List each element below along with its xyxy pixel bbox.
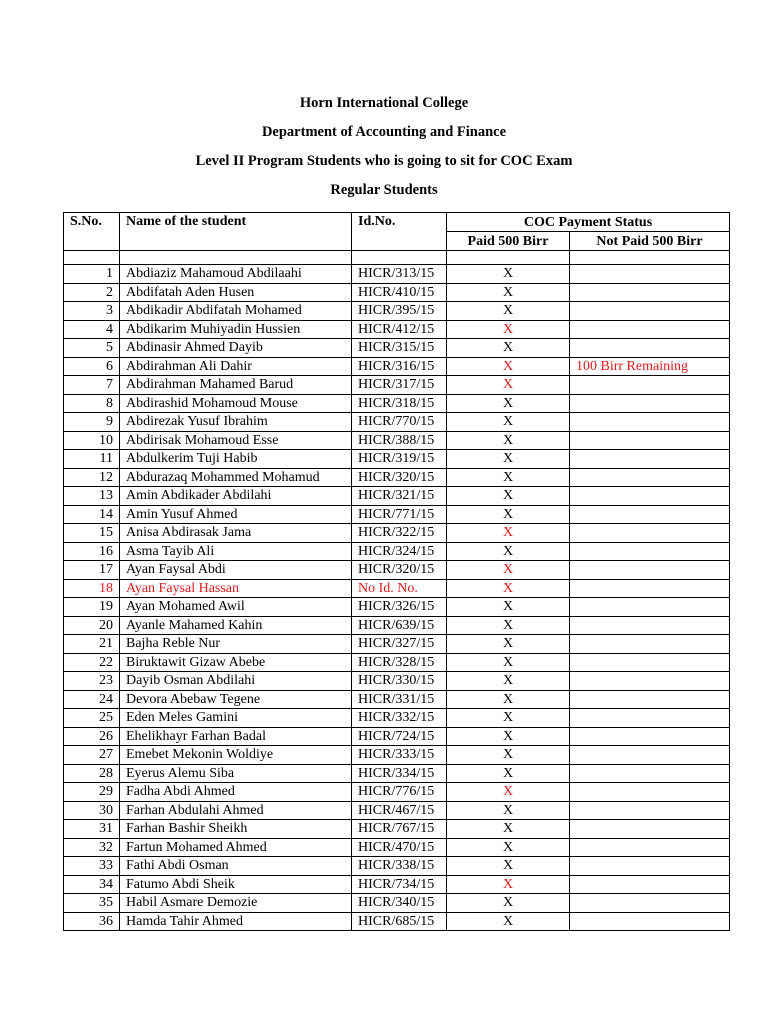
student-name-cell: Abdirahman Mahamed Barud: [120, 376, 352, 395]
table-body: [64, 251, 730, 931]
student-id-cell: HICR/338/15: [352, 857, 447, 876]
table-row: [64, 487, 730, 506]
student-name-cell: Abdurazaq Mohammed Mohamud: [120, 468, 352, 487]
paid-status-cell: X: [447, 635, 570, 654]
sno-cell: 20: [64, 616, 120, 635]
sno-cell: 15: [64, 524, 120, 543]
paid-status-cell: X: [447, 302, 570, 321]
student-id-cell: HICR/395/15: [352, 302, 447, 321]
table-row: [64, 376, 730, 395]
table-row: [64, 875, 730, 894]
student-id-cell: HICR/776/15: [352, 783, 447, 802]
student-id-cell: HICR/330/15: [352, 672, 447, 691]
paid-status-cell: X: [447, 542, 570, 561]
department-name: Department of Accounting and Finance: [261, 124, 507, 140]
not-paid-note-cell: [570, 598, 730, 617]
paid-status-cell: X: [447, 672, 570, 691]
not-paid-note-cell: [570, 376, 730, 395]
student-category: Regular Students: [330, 182, 438, 198]
student-id-cell: HICR/320/15: [352, 561, 447, 580]
paid-status-cell: X: [447, 875, 570, 894]
sno-cell: 30: [64, 801, 120, 820]
student-id-cell: HICR/770/15: [352, 413, 447, 432]
sno-cell: 19: [64, 598, 120, 617]
not-paid-note-cell: [570, 487, 730, 506]
paid-status-cell: X: [447, 487, 570, 506]
not-paid-note-cell: [570, 302, 730, 321]
student-id-cell: HICR/315/15: [352, 339, 447, 358]
table-row: [64, 820, 730, 839]
paid-status-cell: X: [447, 468, 570, 487]
not-paid-note-cell: [570, 413, 730, 432]
student-name-cell: Abdikarim Muhiyadin Hussien: [120, 320, 352, 339]
col-header-paid: Paid 500 Birr: [447, 232, 570, 251]
table-row: [64, 579, 730, 598]
table-row: [64, 339, 730, 358]
student-id-cell: HICR/320/15: [352, 468, 447, 487]
sno-cell: 33: [64, 857, 120, 876]
student-name-cell: Hamda Tahir Ahmed: [120, 912, 352, 931]
student-id-cell: HICR/639/15: [352, 616, 447, 635]
not-paid-note-cell: [570, 265, 730, 284]
not-paid-note-cell: [570, 394, 730, 413]
sno-cell: 22: [64, 653, 120, 672]
spacer-cell: [570, 251, 730, 265]
student-name-cell: Abdirashid Mohamoud Mouse: [120, 394, 352, 413]
paid-status-cell: X: [447, 394, 570, 413]
student-name-cell: Amin Yusuf Ahmed: [120, 505, 352, 524]
student-id-cell: HICR/316/15: [352, 357, 447, 376]
table-row: [64, 542, 730, 561]
student-name-cell: Fartun Mohamed Ahmed: [120, 838, 352, 857]
not-paid-note-cell: [570, 579, 730, 598]
sno-cell: 1: [64, 265, 120, 284]
student-name-cell: Ayan Faysal Abdi: [120, 561, 352, 580]
table-row: [64, 561, 730, 580]
not-paid-note-cell: [570, 838, 730, 857]
student-id-cell: HICR/334/15: [352, 764, 447, 783]
not-paid-note-cell: [570, 616, 730, 635]
student-name-cell: Abdinasir Ahmed Dayib: [120, 339, 352, 358]
col-header-name: Name of the student: [120, 213, 352, 251]
sno-cell: 32: [64, 838, 120, 857]
student-name-cell: Ayanle Mahamed Kahin: [120, 616, 352, 635]
table-row: [64, 857, 730, 876]
paid-status-cell: X: [447, 357, 570, 376]
table-row: [64, 302, 730, 321]
sno-cell: 9: [64, 413, 120, 432]
sno-cell: 3: [64, 302, 120, 321]
table-row: [64, 838, 730, 857]
student-name-cell: Fadha Abdi Ahmed: [120, 783, 352, 802]
col-header-coc-status: COC Payment Status: [447, 213, 730, 232]
paid-status-cell: X: [447, 413, 570, 432]
paid-status-cell: X: [447, 746, 570, 765]
student-name-cell: Asma Tayib Ali: [120, 542, 352, 561]
not-paid-note-cell: [570, 542, 730, 561]
sno-cell: 28: [64, 764, 120, 783]
student-id-cell: HICR/328/15: [352, 653, 447, 672]
student-id-cell: HICR/313/15: [352, 265, 447, 284]
student-id-cell: HICR/467/15: [352, 801, 447, 820]
student-id-cell: HICR/327/15: [352, 635, 447, 654]
student-name-cell: Anisa Abdirasak Jama: [120, 524, 352, 543]
table-row: [64, 468, 730, 487]
student-id-cell: HICR/734/15: [352, 875, 447, 894]
sno-cell: 23: [64, 672, 120, 691]
student-id-cell: HICR/410/15: [352, 283, 447, 302]
paid-status-cell: X: [447, 727, 570, 746]
paid-status-cell: X: [447, 450, 570, 469]
student-id-cell: No Id. No.: [352, 579, 447, 598]
student-name-cell: Ehelikhayr Farhan Badal: [120, 727, 352, 746]
not-paid-note-cell: [570, 653, 730, 672]
student-name-cell: Ayan Mohamed Awil: [120, 598, 352, 617]
not-paid-note-cell: [570, 912, 730, 931]
sno-cell: 24: [64, 690, 120, 709]
not-paid-note-cell: [570, 431, 730, 450]
paid-status-cell: X: [447, 709, 570, 728]
sno-cell: 34: [64, 875, 120, 894]
not-paid-note-cell: [570, 450, 730, 469]
table-row: [64, 394, 730, 413]
spacer-cell: [64, 251, 120, 265]
student-name-cell: Abdulkerim Tuji Habib: [120, 450, 352, 469]
program-title: Level II Program Students who is going to sit for COC Exam: [195, 153, 573, 169]
paid-status-cell: X: [447, 283, 570, 302]
table-row: [64, 357, 730, 376]
sno-cell: 10: [64, 431, 120, 450]
paid-status-cell: X: [447, 561, 570, 580]
spacer-row: [64, 251, 730, 265]
student-id-cell: HICR/324/15: [352, 542, 447, 561]
table-row: [64, 598, 730, 617]
student-id-cell: HICR/771/15: [352, 505, 447, 524]
spacer-cell: [447, 251, 570, 265]
not-paid-note-cell: [570, 746, 730, 765]
sno-cell: 5: [64, 339, 120, 358]
sno-cell: 14: [64, 505, 120, 524]
paid-status-cell: X: [447, 838, 570, 857]
sno-cell: 8: [64, 394, 120, 413]
sno-cell: 25: [64, 709, 120, 728]
college-name: Horn International College: [299, 95, 469, 111]
student-name-cell: Abdirezak Yusuf Ibrahim: [120, 413, 352, 432]
student-name-cell: Biruktawit Gizaw Abebe: [120, 653, 352, 672]
paid-status-cell: X: [447, 505, 570, 524]
table-row: [64, 635, 730, 654]
table-row: [64, 709, 730, 728]
student-name-cell: Farhan Abdulahi Ahmed: [120, 801, 352, 820]
student-name-cell: Fathi Abdi Osman: [120, 857, 352, 876]
not-paid-note-cell: [570, 857, 730, 876]
student-name-cell: Abdiaziz Mahamoud Abdilaahi: [120, 265, 352, 284]
sno-cell: 6: [64, 357, 120, 376]
student-name-cell: Bajha Reble Nur: [120, 635, 352, 654]
table-row: [64, 524, 730, 543]
sno-cell: 27: [64, 746, 120, 765]
not-paid-note-cell: [570, 801, 730, 820]
paid-status-cell: X: [447, 894, 570, 913]
not-paid-note-cell: [570, 727, 730, 746]
student-id-cell: HICR/388/15: [352, 431, 447, 450]
paid-status-cell: X: [447, 764, 570, 783]
sno-cell: 16: [64, 542, 120, 561]
table-row: [64, 894, 730, 913]
not-paid-note-cell: [570, 783, 730, 802]
not-paid-note-cell: [570, 764, 730, 783]
paid-status-cell: X: [447, 783, 570, 802]
student-name-cell: Ayan Faysal Hassan: [120, 579, 352, 598]
student-name-cell: Abdirisak Mohamoud Esse: [120, 431, 352, 450]
paid-status-cell: X: [447, 320, 570, 339]
paid-status-cell: X: [447, 801, 570, 820]
paid-status-cell: X: [447, 431, 570, 450]
student-name-cell: Abdikadir Abdifatah Mohamed: [120, 302, 352, 321]
student-id-cell: HICR/317/15: [352, 376, 447, 395]
student-id-cell: HICR/331/15: [352, 690, 447, 709]
student-id-cell: HICR/470/15: [352, 838, 447, 857]
table-row: [64, 283, 730, 302]
paid-status-cell: X: [447, 820, 570, 839]
not-paid-note-cell: [570, 524, 730, 543]
table-row: [64, 912, 730, 931]
student-name-cell: Eyerus Alemu Siba: [120, 764, 352, 783]
not-paid-note-cell: [570, 875, 730, 894]
table-row: [64, 746, 730, 765]
paid-status-cell: X: [447, 912, 570, 931]
student-name-cell: Fatumo Abdi Sheik: [120, 875, 352, 894]
not-paid-note-cell: [570, 320, 730, 339]
student-name-cell: Farhan Bashir Sheikh: [120, 820, 352, 839]
col-header-id: Id.No.: [352, 213, 447, 251]
not-paid-note-cell: [570, 339, 730, 358]
student-name-cell: Amin Abdikader Abdilahi: [120, 487, 352, 506]
not-paid-note-cell: [570, 709, 730, 728]
table-row: [64, 690, 730, 709]
sno-cell: 13: [64, 487, 120, 506]
student-name-cell: Abdifatah Aden Husen: [120, 283, 352, 302]
student-id-cell: HICR/767/15: [352, 820, 447, 839]
paid-status-cell: X: [447, 265, 570, 284]
student-id-cell: HICR/322/15: [352, 524, 447, 543]
table-row: [64, 727, 730, 746]
paid-status-cell: X: [447, 690, 570, 709]
not-paid-note-cell: [570, 468, 730, 487]
student-id-cell: HICR/724/15: [352, 727, 447, 746]
not-paid-note-cell: [570, 635, 730, 654]
not-paid-note-cell: [570, 672, 730, 691]
not-paid-note-cell: 100 Birr Remaining: [570, 357, 730, 376]
student-id-cell: HICR/340/15: [352, 894, 447, 913]
table-row: [64, 672, 730, 691]
paid-status-cell: X: [447, 376, 570, 395]
table-row: [64, 431, 730, 450]
sno-cell: 17: [64, 561, 120, 580]
not-paid-note-cell: [570, 283, 730, 302]
paid-status-cell: X: [447, 616, 570, 635]
paid-status-cell: X: [447, 653, 570, 672]
sno-cell: 31: [64, 820, 120, 839]
paid-status-cell: X: [447, 339, 570, 358]
paid-status-cell: X: [447, 857, 570, 876]
not-paid-note-cell: [570, 820, 730, 839]
sno-cell: 36: [64, 912, 120, 931]
student-id-cell: HICR/332/15: [352, 709, 447, 728]
table-row: [64, 764, 730, 783]
not-paid-note-cell: [570, 505, 730, 524]
table-row: [64, 783, 730, 802]
not-paid-note-cell: [570, 894, 730, 913]
paid-status-cell: X: [447, 579, 570, 598]
sno-cell: 21: [64, 635, 120, 654]
table-row: [64, 413, 730, 432]
sno-cell: 2: [64, 283, 120, 302]
spacer-cell: [120, 251, 352, 265]
col-header-not-paid: Not Paid 500 Birr: [570, 232, 730, 251]
sno-cell: 35: [64, 894, 120, 913]
paid-status-cell: X: [447, 524, 570, 543]
student-name-cell: Abdirahman Ali Dahir: [120, 357, 352, 376]
table-row: [64, 616, 730, 635]
table-row: [64, 653, 730, 672]
student-list-table: [63, 212, 730, 931]
sno-cell: 29: [64, 783, 120, 802]
student-name-cell: Devora Abebaw Tegene: [120, 690, 352, 709]
sno-cell: 12: [64, 468, 120, 487]
student-id-cell: HICR/319/15: [352, 450, 447, 469]
sno-cell: 18: [64, 579, 120, 598]
student-id-cell: HICR/321/15: [352, 487, 447, 506]
student-id-cell: HICR/412/15: [352, 320, 447, 339]
sno-cell: 7: [64, 376, 120, 395]
student-id-cell: HICR/318/15: [352, 394, 447, 413]
student-name-cell: Eden Meles Gamini: [120, 709, 352, 728]
student-name-cell: Dayib Osman Abdilahi: [120, 672, 352, 691]
spacer-cell: [352, 251, 447, 265]
sno-cell: 26: [64, 727, 120, 746]
student-id-cell: HICR/326/15: [352, 598, 447, 617]
paid-status-cell: X: [447, 598, 570, 617]
student-name-cell: Emebet Mekonin Woldiye: [120, 746, 352, 765]
student-name-cell: Habil Asmare Demozie: [120, 894, 352, 913]
sno-cell: 11: [64, 450, 120, 469]
student-id-cell: HICR/333/15: [352, 746, 447, 765]
not-paid-note-cell: [570, 561, 730, 580]
table-row: [64, 801, 730, 820]
table-row: [64, 450, 730, 469]
sno-cell: 4: [64, 320, 120, 339]
table-row: [64, 505, 730, 524]
col-header-sno: S.No.: [64, 213, 120, 251]
table-row: [64, 265, 730, 284]
table-row: [64, 320, 730, 339]
not-paid-note-cell: [570, 690, 730, 709]
student-id-cell: HICR/685/15: [352, 912, 447, 931]
